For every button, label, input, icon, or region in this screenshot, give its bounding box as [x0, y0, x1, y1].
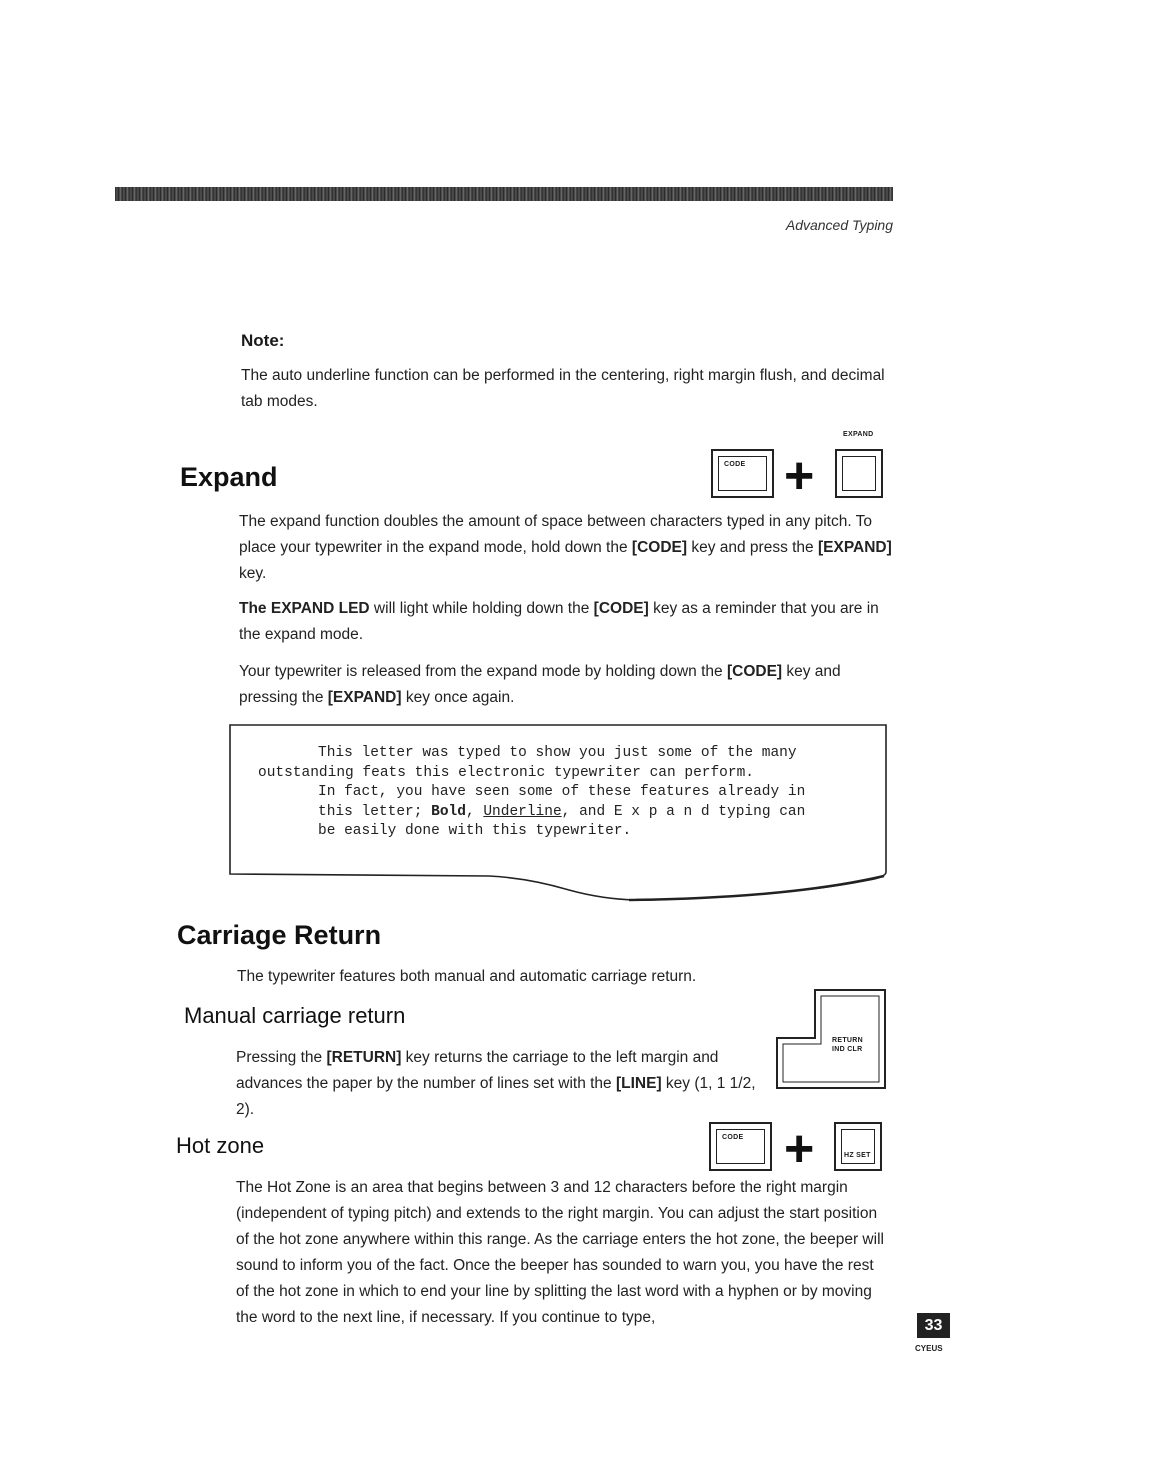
plus-icon: + — [784, 447, 815, 505]
code-key-label: CODE — [724, 461, 746, 468]
expand-key-caption: EXPAND — [843, 431, 874, 438]
return-key-label-1: RETURN — [832, 1037, 863, 1044]
hz-code-key-icon — [709, 1122, 772, 1171]
manual-carriage-heading: Manual carriage return — [184, 1003, 406, 1028]
hz-set-key-label: HZ SET — [844, 1152, 871, 1159]
return-key-icon — [775, 988, 887, 1090]
hz-set-key-icon — [834, 1122, 882, 1171]
carriage-return-heading: Carriage Return — [177, 920, 382, 950]
running-head: Advanced Typing — [785, 217, 893, 233]
expand-paragraph-3: Your typewriter is released from the expand mode by holding down the [CODE] key and pressing the [EXPAND] key once again. — [239, 663, 841, 706]
carriage-intro: The typewriter features both manual and automatic carriage return. — [237, 968, 697, 985]
return-key-label-2: IND CLR — [832, 1046, 863, 1053]
note-text: The auto underline function can be performed in the centering, right margin flush, and decimal tab modes. — [241, 367, 885, 410]
expand-key-icon — [835, 449, 883, 498]
sample-line-2: outstanding feats this electronic typewriter can perform. — [258, 765, 754, 781]
header-rule-bar — [115, 187, 893, 201]
hot-zone-heading: Hot zone — [176, 1133, 265, 1158]
hz-code-key-label: CODE — [722, 1134, 744, 1141]
expand-paragraph-1: The expand function doubles the amount of space between characters typed in any pitch. To place your typewriter in the expand mode, hold down the [CODE] key and press the [EXPAND] key. — [239, 513, 892, 582]
sample-line-3: In fact, you have seen some of these features already in — [318, 784, 806, 800]
hz-plus-icon: + — [784, 1120, 815, 1178]
sample-line-4: this letter; Bold, Underline, and E x p a n d typing can — [318, 804, 806, 820]
hot-zone-text: The Hot Zone is an area that begins between 3 and 12 characters before the right margin (independent of typing pitch) and extends to the right margin. You can adjust the start position of the hot zone anywhere within this range. As the carriage enters the hot zone, the beeper will sound to inform you of the fact. Once the beeper has sounded to warn you, you have the rest of the hot zone in which to end your line by splitting the last word with a hyphen or by moving the word to the next line, if necessary. If you continue to type, — [236, 1179, 884, 1326]
sample-line-5: be easily done with this typewriter. — [318, 823, 632, 839]
brand-mark: CYEUS — [915, 1344, 943, 1353]
code-key-icon — [711, 449, 774, 498]
expand-paragraph-2: The EXPAND LED will light while holding down the [CODE] key as a reminder that you are in the expand mode. — [239, 600, 879, 643]
manual-carriage-text: Pressing the [RETURN] key returns the carriage to the left margin and advances the paper by the number of lines set with the [LINE] key (1, 1 1/2, 2). — [236, 1049, 756, 1118]
expand-heading: Expand — [180, 462, 278, 492]
note-title: Note: — [241, 331, 285, 350]
sample-letter-box — [229, 724, 888, 914]
page-number-badge: 33 — [917, 1313, 950, 1338]
sample-line-1: This letter was typed to show you just some of the many — [318, 745, 797, 761]
